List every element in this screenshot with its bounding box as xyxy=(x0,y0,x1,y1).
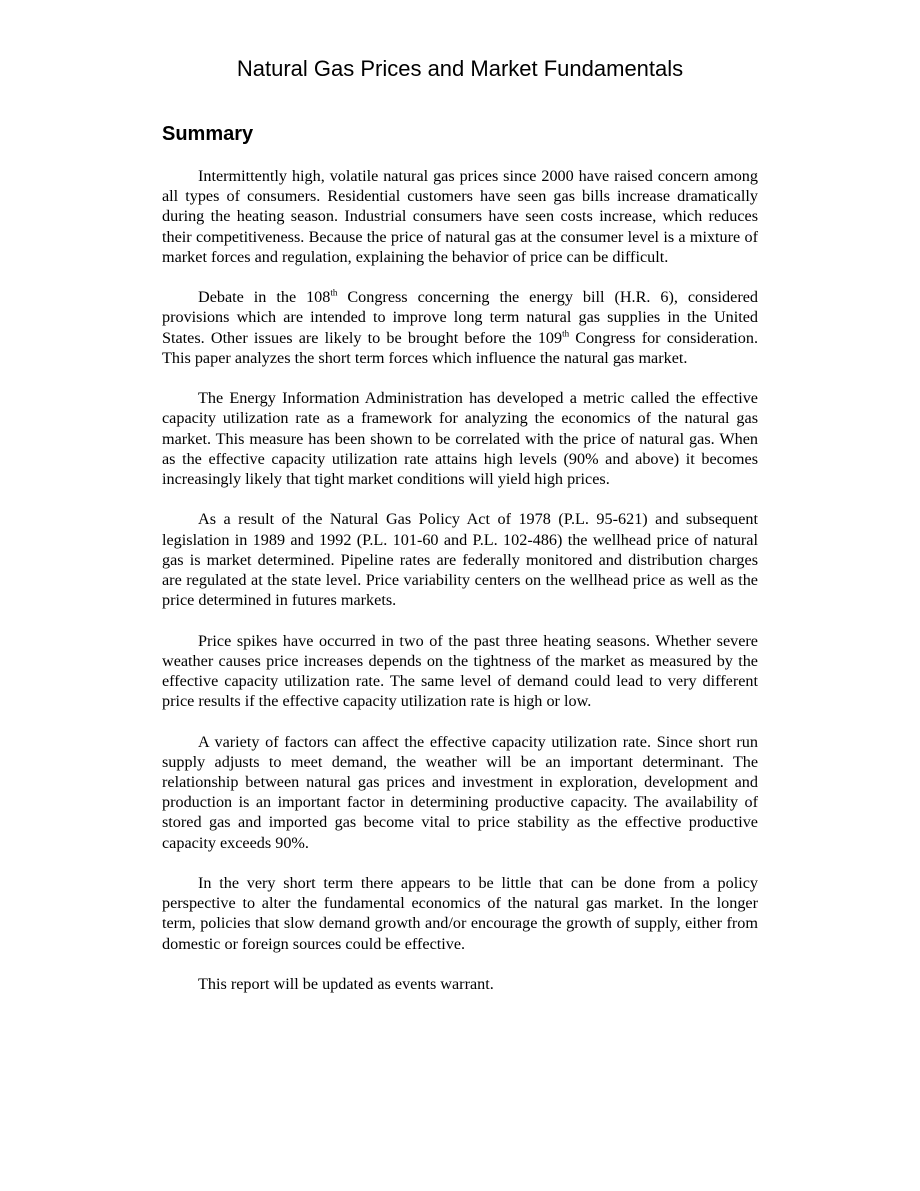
paragraph-8: This report will be updated as events warrant. xyxy=(198,975,494,994)
paragraph-2-part-1: Debate in the 108 xyxy=(198,288,331,307)
paragraph-5: Price spikes have occurred in two of the past three heating seasons. Whether severe weather causes price increases depends on the tightness of the market as measured by the effective capacity utilization rate. The same level of demand could lead to very different price results if the effective capacity utilization rate is high or low. xyxy=(162,631,758,711)
paragraph-7: In the very short term there appears to be little that can be done from a policy perspective to alter the fundamental economics of the natural gas market. In the longer term, policies that slow demand growth and/or encourage the growth of supply, either from domestic or foreign sources could be effective. xyxy=(162,874,758,953)
paragraph-2 xyxy=(162,287,758,368)
document-title: Natural Gas Prices and Market Fundamentals xyxy=(236,56,684,81)
paragraph-4: As a result of the Natural Gas Policy Act of 1978 (P.L. 95-621) and subsequent legislation in 1989 and 1992 (P.L. 101-60 and P.L. 102-486) the wellhead price of natural gas is market determined. Pipeline rates are federally monitored and distribution charges are regulated at the state level. Price variability centers on the wellhead price as well as the price determined in futures markets. xyxy=(162,510,758,610)
ordinal-superscript-109: th xyxy=(562,328,570,339)
paragraph-6: A variety of factors can affect the effective capacity utilization rate. Since short run supply adjusts to meet demand, the weather will be an important determinant. The relationship between natural gas prices and investment in exploration, development and production is an important factor in determining productive capacity. The availability of stored gas and imported gas become vital to price stability as the effective productive capacity exceeds 90%. xyxy=(162,732,758,852)
paragraph-2-part-2: Congress concerning the energy bill (H.R. 6), considered provisions which are intended to improve long term natural gas supplies in the United States. Other issues are likely to be brought before the 109 xyxy=(162,288,758,347)
section-heading-summary: Summary xyxy=(162,123,254,145)
paragraph-2-part-3: Congress for consideration. This paper analyzes the short term forces which influence the natural gas market. xyxy=(162,328,758,367)
paragraph-3: The Energy Information Administration has developed a metric called the effective capacity utilization rate as a framework for analyzing the economics of the natural gas market. This measure has been shown to be correlated with the price of natural gas. When as the effective capacity utilization rate attains high levels (90% and above) it becomes increasingly likely that tight market conditions will yield high prices. xyxy=(162,389,758,489)
ordinal-superscript-108: th xyxy=(330,287,338,298)
summary-body xyxy=(162,166,758,1014)
paragraph-1: Intermittently high, volatile natural gas prices since 2000 have raised concern among all types of consumers. Residential customers have seen gas bills increase dramatically during the heating season. Industrial consumers have seen costs increase, which reduces their competitiveness. Because the price of natural gas at the consumer level is a mixture of market forces and regulation, explaining the behavior of price can be difficult. xyxy=(162,167,758,266)
